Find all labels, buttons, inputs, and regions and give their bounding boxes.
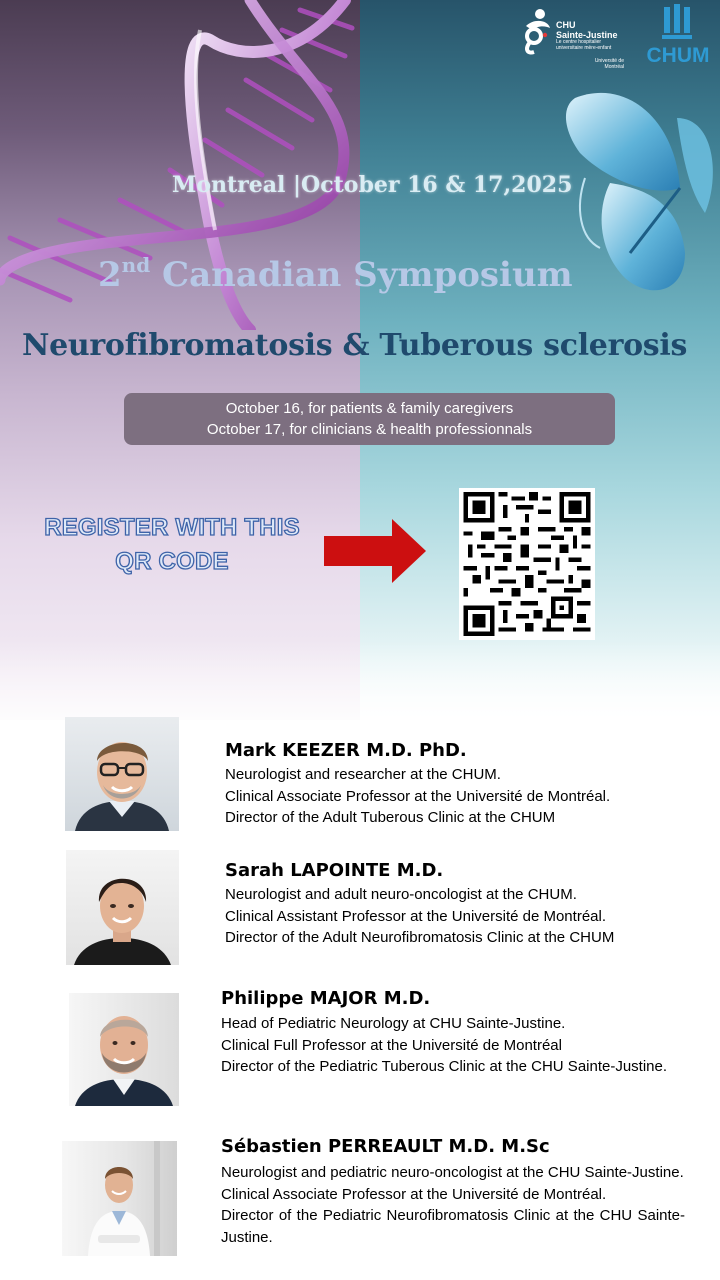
speaker-bio-1 <box>225 764 687 829</box>
speaker-bio-line: Director of the Pediatric Tuberous Clinic at the CHU Sainte-Justine. <box>221 1058 668 1075</box>
speaker-photo-4 <box>62 1141 177 1256</box>
schedule-day1: October 16, for patients & family caregivers <box>225 400 514 417</box>
speaker-bio-line: Director of the Adult Neurofibromatosis Clinic at the CHUM <box>225 929 615 946</box>
speaker-bio-3 <box>221 1013 685 1078</box>
registration-qr-code[interactable] <box>459 488 595 640</box>
speaker-bio-line: Clinical Assistant Professor at the Université de Montréal. <box>225 907 606 925</box>
portrait-woman-icon <box>66 850 179 965</box>
speaker-bio-line: Clinical Associate Professor at the Université de Montréal. <box>225 787 611 805</box>
chu-subtitle: Le centre hospitalier universitaire mère-enfant <box>556 39 612 51</box>
udem-logo-text: Université de Montréal <box>594 58 624 70</box>
speaker-bio-line: Neurologist and pediatric neuro-oncologist at the CHU Sainte-Justine. <box>221 1164 684 1181</box>
chu-sainte-justine-logo <box>518 6 630 74</box>
qr-code-icon <box>463 492 591 636</box>
speaker-bio-line: Clinical Associate Professor at the Université de Montréal. <box>221 1185 607 1203</box>
speaker-photo-3 <box>69 993 179 1106</box>
speaker-name-4: Sébastien PERREAULT M.D. M.Sc <box>221 1136 550 1157</box>
arrow-right-icon <box>324 519 426 583</box>
speaker-name-1: Mark KEEZER M.D. PhD. <box>225 740 467 761</box>
symposium-title <box>98 255 658 295</box>
portrait-man-white-coat-icon <box>62 1141 177 1256</box>
chu-logo-mark-icon <box>518 8 554 56</box>
speaker-photo-2 <box>66 850 179 965</box>
schedule-day2: October 17, for clinicians & health professionnals <box>206 421 533 438</box>
event-date: Montreal |October 16 & 17,2025 <box>172 172 573 198</box>
speaker-name-2: Sarah LAPOINTE M.D. <box>225 860 444 881</box>
speaker-bio-4 <box>221 1162 685 1248</box>
speaker-bio-line: Director of the Adult Tuberous Clinic at the CHUM <box>225 809 556 826</box>
speaker-name-3: Philippe MAJOR M.D. <box>221 988 431 1009</box>
register-callout <box>24 511 320 579</box>
speaker-bio-line: Head of Pediatric Neurology at CHU Sainte-Justine. <box>221 1015 566 1032</box>
speaker-bio-line: Clinical Full Professor at the Université de Montréal <box>221 1036 562 1054</box>
speaker-bio-2 <box>225 884 687 949</box>
chum-logo-text: CHUM <box>646 44 710 67</box>
chum-logo-mark-icon <box>640 4 716 44</box>
portrait-man-glasses-icon <box>65 717 179 831</box>
speaker-photo-1 <box>65 717 179 831</box>
speaker-bio-line: Director of the Pediatric Neurofibromatosis Clinic at the CHU Sainte-Justine. <box>221 1207 685 1246</box>
register-line2: QR CODE <box>115 548 229 575</box>
symposium-title-text: Canadian Symposium <box>150 255 573 295</box>
symposium-subtitle: Neurofibromatosis & Tuberous sclerosis <box>22 328 688 363</box>
schedule-info-box <box>124 393 615 445</box>
speaker-bio-line: Neurologist and adult neuro-oncologist at the CHUM. <box>225 886 577 903</box>
chum-logo <box>640 4 716 68</box>
register-line1: REGISTER WITH THIS <box>44 514 300 541</box>
portrait-man-beard-icon <box>69 993 179 1106</box>
ordinal-number: 2 <box>98 255 122 295</box>
ordinal-suffix: nd <box>121 253 151 277</box>
chu-name: CHU Sainte-Justine <box>556 20 618 40</box>
speaker-bio-line: Neurologist and researcher at the CHUM. <box>225 766 501 783</box>
